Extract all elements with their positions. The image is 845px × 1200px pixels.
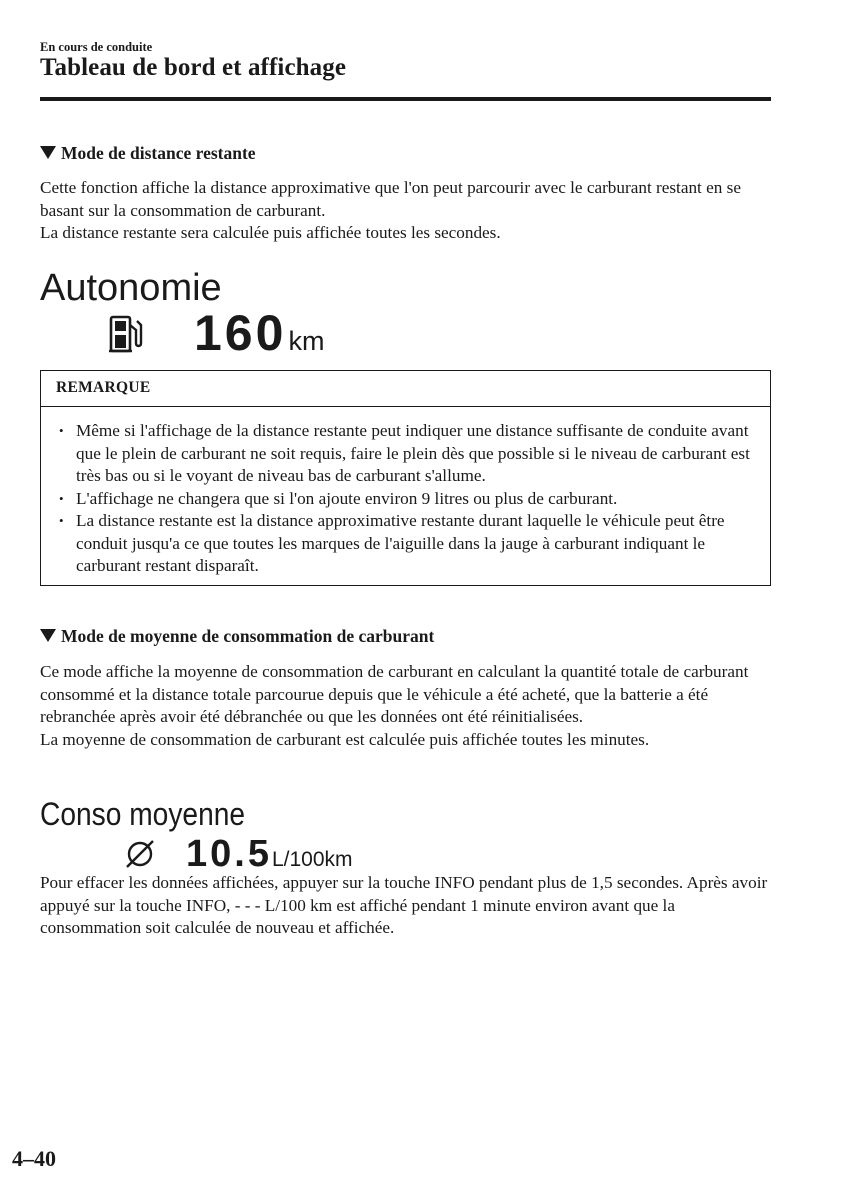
section-heading-average [40, 626, 434, 647]
fuel-pump-icon [108, 313, 144, 355]
average-paragraph: Ce mode affiche la moyenne de consommation de carburant en calculant la quantité totale de carburant consommé et la distance totale parcourue depuis que le véhicule a été acheté, que la batterie a été rebranchée après avoir été débranchée ou que les données ont été réinitialisées. [40, 662, 749, 726]
average-value: 10.5 [186, 833, 272, 875]
display-range-readout [194, 304, 324, 362]
note-item: • L'affichage ne changera que si l'on ajoute environ 9 litres ou plus de carburant. [56, 488, 768, 511]
note-header [41, 371, 770, 407]
section-heading-range-text: Mode de distance restante [61, 143, 256, 163]
reset-description [40, 872, 780, 940]
range-description [40, 177, 780, 245]
range-unit: km [288, 326, 325, 356]
range-value: 160 [194, 305, 287, 361]
average-unit: L/100km [271, 848, 353, 871]
chapter-label: En cours de conduite [40, 40, 153, 54]
average-diameter-icon [124, 838, 156, 870]
note-list [56, 420, 768, 578]
section-heading-average-text: Mode de moyenne de consommation de carburant [61, 626, 435, 646]
display-average-label: Conso moyenne [40, 796, 246, 832]
note-title: REMARQUE [56, 379, 151, 396]
range-paragraph: Cette fonction affiche la distance approximative que l'on peut parcourir avec le carburant restant en se basant sur la consommation de carburant. [40, 178, 741, 220]
display-average-readout [186, 833, 353, 876]
note-item: • Même si l'affichage de la distance restante peut indiquer une distance suffisante de conduite avant que le plein de carburant ne soit requis, faire le plein dès que possible si le niveau de carburant est très bas ou si le voyant de niveau bas de carburant s'allume. [56, 420, 768, 488]
reset-paragraph: Pour effacer les données affichées, appuyer sur la touche INFO pendant plus de 1,5 secondes. Après avoir appuyé sur la touche INFO, - - - L/100 km est affiché pendant 1 minute environ avant que la consommation soit calculée de nouveau et affichée. [40, 873, 768, 937]
range-paragraph: La distance restante sera calculée puis affichée toutes les secondes. [40, 223, 501, 242]
section-heading-range [40, 143, 256, 164]
page-title: Tableau de bord et affichage [40, 54, 347, 81]
page-number: 4–40 [12, 1146, 56, 1171]
display-range-label: Autonomie [40, 267, 222, 309]
note-box [40, 370, 771, 586]
average-description [40, 661, 780, 751]
triangle-down-icon [40, 629, 56, 642]
title-divider [40, 97, 771, 101]
triangle-down-icon [40, 146, 56, 159]
average-paragraph: La moyenne de consommation de carburant est calculée puis affichée toutes les minutes. [40, 729, 650, 749]
note-item: • La distance restante est la distance approximative restante durant laquelle le véhicule peut être conduit jusqu'a ce que toutes les marques de l'aiguille dans la jauge à carburant indiquant le carburant restant disparaît. [56, 510, 768, 578]
